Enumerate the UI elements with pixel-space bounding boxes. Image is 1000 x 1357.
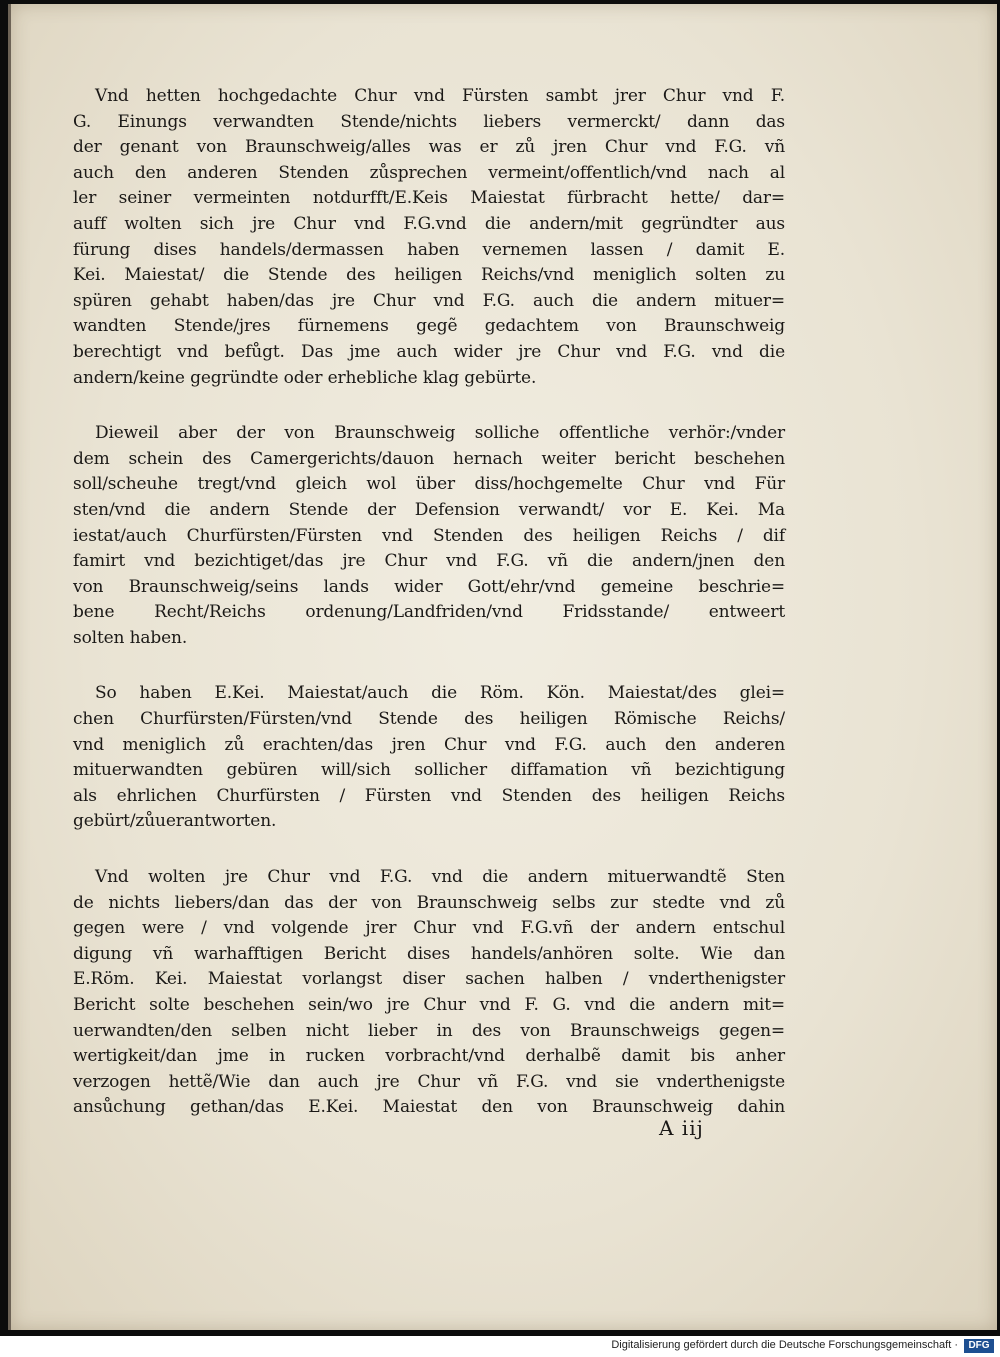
funding-note: Digitalisierung gefördert durch die Deutsche Forschungsgemeinschaft · (611, 1339, 958, 1351)
signature-mark: A iij (659, 1116, 704, 1140)
text-line: fürung dises handels/dermassen haben vernemen lassen / damit E. (73, 239, 785, 260)
text-line: andern/keine gegründte oder erhebliche klag gebürte. (73, 367, 537, 388)
text-line: G. Einungs verwandten Stende/nichts liebers vermerckt/ dann das (73, 111, 785, 132)
text-line: Vnd wolten jre Chur vnd F.G. vnd die andern mituerwandtẽ Sten (95, 867, 785, 888)
text-line: auch den anderen Stenden zůsprechen vermeint/offentlich/vnd nach al (73, 162, 785, 183)
text-line: von Braunschweig/seins lands wider Gott/ehr/vnd gemeine beschrie= (73, 576, 785, 597)
text-line: digung vñ warhafftigen Bericht dises handels/anhören solte. Wie dan (73, 943, 785, 964)
text-line: sten/vnd die andern Stende der Defension verwandt/ vor E. Kei. Ma (73, 499, 785, 520)
text-line: ansůchung gethan/das E.Kei. Maiestat den von Braunschweig dahin (73, 1097, 785, 1118)
paragraph-3 (73, 681, 785, 835)
text-line: spüren gehabt haben/das jre Chur vnd F.G. auch die andern mituer= (73, 290, 785, 311)
text-line: Vnd hetten hochgedachte Chur vnd Fürsten sambt jrer Chur vnd F. (95, 86, 785, 106)
text-line: wandten Stende/jres fürnemens gegẽ gedachtem von Braunschweig (73, 316, 785, 337)
text-line: Kei. Maiestat/ die Stende des heiligen Reichs/vnd meniglich solten zu (73, 265, 785, 286)
text-line: So haben E.Kei. Maiestat/auch die Röm. Kön. Maiestat/des glei= (95, 683, 785, 704)
text-line: solten haben. (73, 627, 188, 648)
text-line: iestat/auch Churfürsten/Fürsten vnd Stenden des heiligen Reichs / dif (73, 525, 785, 546)
book-page (8, 4, 997, 1330)
paragraph-4 (73, 865, 785, 1121)
text-line: soll/scheuhe tregt/vnd gleich wol über diss/hochgemelte Chur vnd Für (73, 474, 785, 495)
dfg-logo: DFG (964, 1339, 994, 1353)
text-line: als ehrlichen Churfürsten / Fürsten vnd Stenden des heiligen Reichs (73, 785, 785, 806)
text-line: uerwandten/den selben nicht lieber in des von Braunschweigs gegen= (73, 1020, 785, 1041)
text-line: mituerwandten gebüren will/sich sollicher diffamation vñ bezichtigung (73, 760, 785, 781)
text-line: chen Churfürsten/Fürsten/vnd Stende des heiligen Römische Reichs/ (73, 709, 785, 730)
text-line: auff wolten sich jre Chur vnd F.G.vnd die andern/mit gegründter aus (73, 213, 785, 234)
text-line: verzogen hettẽ/Wie dan auch jre Chur vñ F.G. vnd sie vnderthenigste (73, 1071, 785, 1092)
text-line: Bericht solte beschehen sein/wo jre Chur vnd F. G. vnd die andern mit= (73, 995, 785, 1015)
text-line: famirt vnd bezichtiget/das jre Chur vnd F.G. vñ die andern/jnen den (73, 551, 785, 572)
text-line: ler seiner vermeinten notdurfft/E.Keis Maiestat fürbracht hette/ dar= (73, 188, 785, 209)
text-line: bene Recht/Reichs ordenung/Landfriden/vnd Fridsstande/ entweert (73, 602, 785, 623)
paragraph-2 (73, 421, 785, 651)
paragraph-1 (73, 84, 785, 391)
text-line: der genant von Braunschweig/alles was er zů jren Chur vnd F.G. vñ (73, 137, 785, 158)
page-text (73, 84, 785, 1121)
text-line: E.Röm. Kei. Maiestat vorlangst diser sachen halben / vnderthenigster (73, 969, 785, 990)
text-line: Dieweil aber der von Braunschweig solliche offentliche verhör:/vnder (95, 423, 785, 444)
text-line: gegen were / vnd volgende jrer Chur vnd F.G.vñ der andern entschul (73, 918, 785, 939)
text-line: de nichts liebers/dan das der von Braunschweig selbs zur stedte vnd zů (73, 892, 785, 913)
text-line: dem schein des Camergerichts/dauon hernach weiter bericht beschehen (73, 448, 785, 469)
text-line: berechtigt vnd befůgt. Das jme auch wider jre Chur vnd F.G. vnd die (73, 341, 785, 362)
footer-bar (0, 1336, 1000, 1357)
text-line: wertigkeit/dan jme in rucken vorbracht/vnd derhalbẽ damit bis anher (73, 1046, 785, 1067)
text-line: gebürt/zůuerantworten. (73, 811, 277, 832)
text-line: vnd meniglich zů erachten/das jren Chur vnd F.G. auch den anderen (73, 734, 785, 755)
